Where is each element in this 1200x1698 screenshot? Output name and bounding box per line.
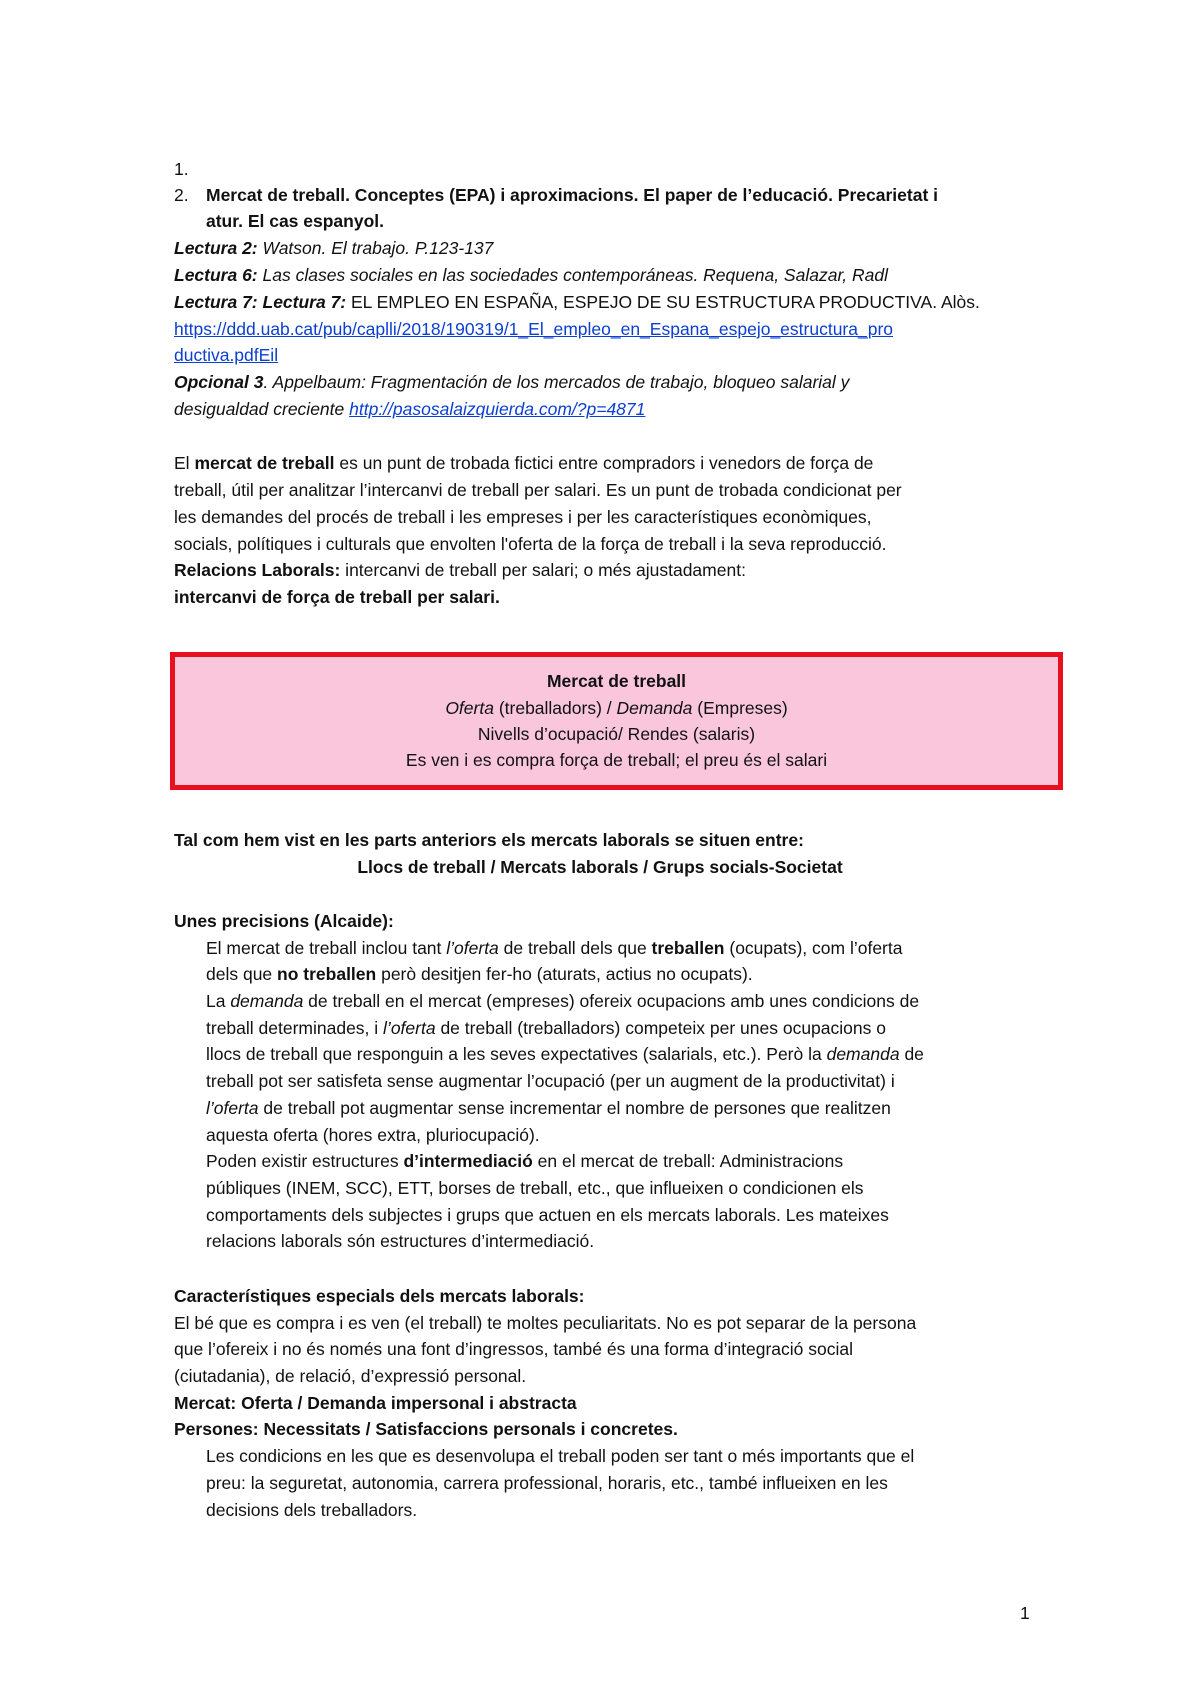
precision-2-line-6: aquesta oferta (hores extra, pluriocupació). bbox=[206, 1125, 540, 1145]
reading-2: Lectura 2: Watson. El trabajo. P.123-137 bbox=[174, 238, 494, 258]
reading-7-link-line-2[interactable] bbox=[174, 342, 278, 369]
reading-7-link-cont[interactable]: ductiva.pdfEil bbox=[174, 345, 279, 365]
list-item-2 bbox=[174, 182, 189, 209]
list-item-2-number: 2. bbox=[174, 185, 189, 205]
special-line-4: Mercat: Oferta / Demanda impersonal i abstracta bbox=[174, 1393, 577, 1413]
optional-3-line-2: desigualdad creciente http://pasosalaizquierda.com/?p=4871 bbox=[174, 399, 646, 419]
reading-7-link-line-1[interactable] bbox=[174, 316, 893, 343]
special-bullet-line-1: Les condicions en les que es desenvolupa el treball poden ser tant o més importants que el bbox=[206, 1446, 915, 1466]
precisions-heading: Unes precisions (Alcaide): bbox=[174, 911, 394, 931]
precision-2-line-1: La demanda de treball en el mercat (empreses) ofereix ocupacions amb unes condicions de bbox=[206, 991, 920, 1011]
intro-line-2: treball, útil per analitzar l’intercanvi de treball per salari. Es un punt de trobada condicionat per bbox=[174, 480, 902, 500]
precision-3-line-2: públiques (INEM, SCC), ETT, borses de treball, etc., que influeixen o condicionen els bbox=[206, 1178, 864, 1198]
reading-7: Lectura 7: Lectura 7: EL EMPLEO EN ESPAÑA, ESPEJO DE SU ESTRUCTURA PRODUCTIVA. Alòs. bbox=[174, 292, 980, 312]
precision-2-line-5: l’oferta de treball pot augmentar sense incrementar el nombre de persones que realitzen bbox=[206, 1098, 891, 1118]
box-row-3: Nivells d’ocupació/ Rendes (salaris) bbox=[477, 724, 756, 744]
intro-line-6: intercanvi de força de treball per salari. bbox=[174, 587, 500, 607]
special-bullet-line-2: preu: la seguretat, autonomia, carrera professional, horaris, etc., també influeixen en les bbox=[206, 1473, 888, 1493]
list-item-1-number: 1. bbox=[174, 159, 189, 179]
intro-line-3: les demandes del procés de treball i les empreses i per les característiques econòmiques, bbox=[174, 507, 872, 527]
box-title: Mercat de treball bbox=[546, 671, 687, 691]
special-bullet-line-3: decisions dels treballadors. bbox=[206, 1500, 418, 1520]
list-item-2-line-1: Mercat de treball. Conceptes (EPA) i aproximacions. El paper de l’educació. Precarietat i bbox=[206, 185, 939, 205]
page-number: 1 bbox=[1020, 1603, 1030, 1623]
box-row-2: Oferta (treballadors) / Demanda (Empreses) bbox=[445, 698, 788, 718]
special-line-5: Persones: Necessitats / Satisfaccions personals i concretes. bbox=[174, 1419, 678, 1439]
precision-2-line-4: treball pot ser satisfeta sense augmentar l’ocupació (per un augment de la productivitat) i bbox=[206, 1071, 895, 1091]
intro-line-4: socials, polítiques i culturals que envolten l'oferta de la força de treball i la seva reproducció. bbox=[174, 534, 887, 554]
between-line-1: Tal com hem vist en les parts anteriors els mercats laborals se situen entre: bbox=[174, 830, 804, 850]
precision-3-line-1: Poden existir estructures d’intermediació en el mercat de treball: Administracions bbox=[206, 1151, 844, 1171]
optional-3: Opcional 3. Appelbaum: Fragmentación de los mercados de trabajo, bloqueo salarial y bbox=[174, 372, 850, 392]
definition-box bbox=[170, 652, 1063, 790]
optional-3-link[interactable]: http://pasosalaizquierda.com/?p=4871 bbox=[349, 399, 646, 419]
precision-3-line-4: relacions laborals són estructures d’intermediació. bbox=[206, 1231, 595, 1251]
special-line-1: El bé que es compra i es ven (el treball) te moltes peculiaritats. No es pot separar de la persona bbox=[174, 1313, 917, 1333]
reading-7-link[interactable]: https://ddd.uab.cat/pub/caplli/2018/190319/1_El_empleo_en_Espana_espejo_estructura_pro bbox=[174, 319, 894, 339]
special-line-2: que l’ofereix i no és només una font d’ingressos, també és una forma d’integració social bbox=[174, 1339, 853, 1359]
precision-2-line-2: treball determinades, i l’oferta de treball (treballadors) competeix per unes ocupacions o bbox=[206, 1018, 886, 1038]
precision-2-line-3: llocs de treball que responguin a les seves expectatives (salarials, etc.). Però la demanda de bbox=[206, 1044, 924, 1064]
special-heading: Característiques especials dels mercats laborals: bbox=[174, 1286, 585, 1306]
special-line-3: (ciutadania), de relació, d’expressió personal. bbox=[174, 1366, 527, 1386]
reading-6: Lectura 6: Las clases sociales en las sociedades contemporáneas. Requena, Salazar, Radl bbox=[174, 265, 889, 285]
box-row-4: Es ven i es compra força de treball; el preu és el salari bbox=[405, 750, 828, 770]
intro-line-1: El mercat de treball es un punt de trobada fictici entre compradors i venedors de força de bbox=[174, 453, 874, 473]
list-item-2-line-2: atur. El cas espanyol. bbox=[206, 211, 384, 231]
between-line-2: Llocs de treball / Mercats laborals / Grups socials-Societat bbox=[357, 857, 843, 877]
precision-3-line-3: comportaments dels subjectes i grups que actuen en els mercats laborals. Les mateixes bbox=[206, 1205, 889, 1225]
intro-line-5: Relacions Laborals: intercanvi de treball per salari; o més ajustadament: bbox=[174, 560, 746, 580]
precision-1-line-1: El mercat de treball inclou tant l’oferta de treball dels que treballen (ocupats), com l’oferta bbox=[206, 938, 903, 958]
precision-1-line-2: dels que no treballen però desitjen fer-ho (aturats, actius no ocupats). bbox=[206, 964, 753, 984]
